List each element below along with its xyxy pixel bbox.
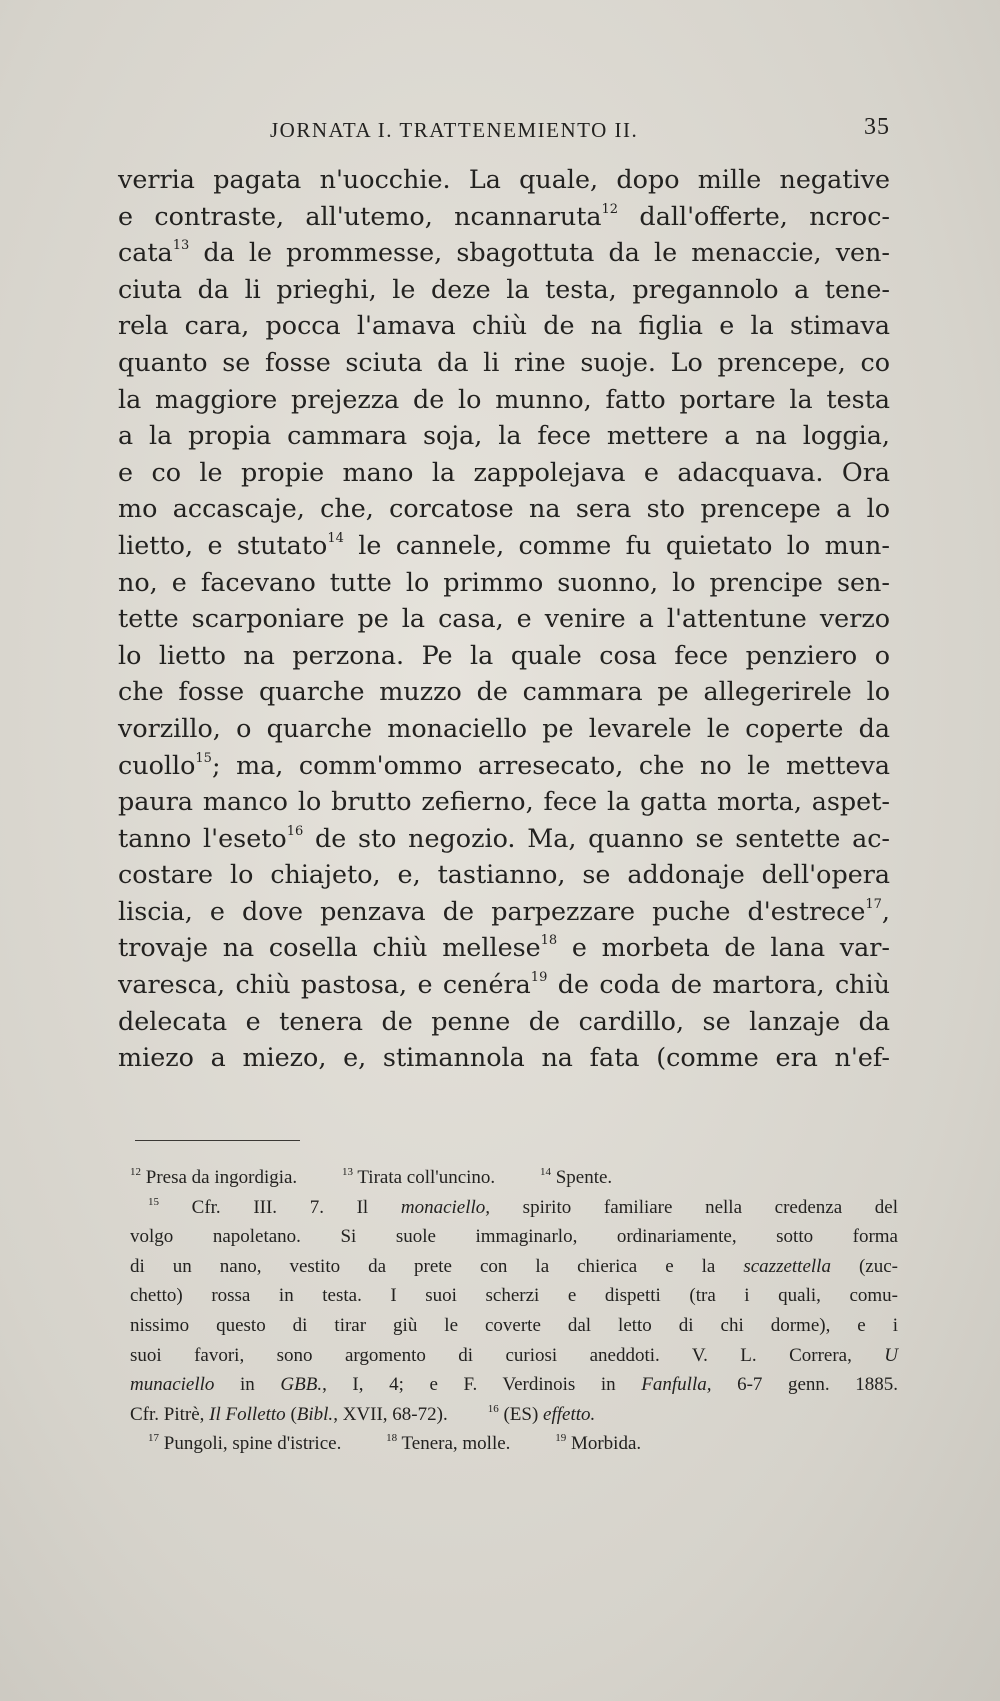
footnote-line: chetto) rossa in testa. I suoi scherzi e dispetti (tra i quali, comu- [130, 1285, 898, 1307]
text-line: e contraste, all'utemo, ncannaruta$^{12}$ dall'offerte, ncroc- [118, 200, 890, 231]
text-line: delecata e tenera de penne de cardillo, se lanzaje da [118, 1005, 890, 1036]
footnote-number: 17 [148, 1432, 159, 1445]
footnote-ref[interactable]: 12 [601, 201, 619, 217]
footnote-ref[interactable]: 17 [865, 896, 882, 912]
text-line: miezo a miezo, e, stimannola na fata (comme era n'ef- [118, 1042, 890, 1073]
footnotes [130, 1163, 898, 1459]
footnote-number: 18 [386, 1432, 398, 1445]
text-line: lo lietto na perzona. Pe la quale cosa fece penziero o [118, 639, 890, 670]
footnote-line: volgo napoletano. Si suole immaginarlo, ordinariamente, sotto forma [130, 1226, 898, 1248]
text-line: trovaje na cosella chiù mellese$^{18}$ e morbeta de lana var- [118, 932, 890, 963]
main-text [118, 161, 890, 1076]
footnote-ref[interactable]: 15 [195, 750, 212, 766]
footnote-divider [135, 1140, 300, 1141]
footnote-number: 13 [341, 1166, 353, 1178]
text-line: cuollo$^{15}$; ma, comm'ommo arresecato, che no le metteva [118, 749, 890, 780]
footnote-text: Spente. [555, 1167, 613, 1188]
text-line: e co le propie mano la zappolejava e adacquava. Ora [118, 456, 890, 487]
page-number: 35 [864, 114, 890, 140]
text-line: a la propia cammara soja, la fece mettere a na loggia, [118, 420, 890, 451]
footnote-text: Pungoli, spine d'istrice. [163, 1433, 342, 1455]
footnote-line: munaciello in GBB., I, 4; e F. Verdinois in Fanfulla, 6-7 genn. 1885. [130, 1374, 898, 1396]
text-line: verria pagata n'uocchie. La quale, dopo mille negative [118, 164, 890, 194]
footnote-text: Presa da ingordigia. [145, 1167, 298, 1188]
footnote-number: 15 [148, 1195, 159, 1208]
footnote-text: Tenera, molle. [401, 1433, 511, 1455]
text-line: paura manco lo brutto zefierno, fece la gatta morta, aspet- [118, 786, 890, 817]
footnote-line: $^{15}$ Cfr. III. 7. Il monaciello, spirito familiare nella credenza del [148, 1195, 898, 1218]
text-line: la maggiore prejezza de lo munno, fatto portare la testa [118, 383, 890, 414]
text-line: tanno l'eseto$^{16}$ de sto negozio. Ma, quanno se sentette ac- [118, 822, 891, 853]
text-line: no, e facevano tutte lo primmo suonno, lo prencipe sen- [118, 566, 890, 597]
footnote-ref[interactable]: 16 [286, 823, 304, 839]
text-line: che fosse quarche muzzo de cammara pe allegerirele lo [118, 676, 890, 707]
text-line: liscia, e dove penzava de parpezzare puche d'estrece$^{17}$, [118, 895, 890, 926]
text-line: tette scarponiare pe la casa, e venire a l'attentune verzo [118, 603, 890, 634]
text-line: varesca, chiù pastosa, e cenéra$^{19}$ de coda de martora, chiù [118, 969, 890, 1000]
footnote-text: Tirata coll'uncino. [357, 1167, 496, 1188]
footnote-line [130, 1429, 898, 1459]
footnote-number: 19 [555, 1432, 567, 1445]
text-line: costare lo chiajeto, e, tastianno, se addonaje dell'opera [118, 859, 890, 890]
footnote-ref[interactable]: 19 [530, 970, 548, 986]
text-line: cata$^{13}$ da le prommesse, sbagottuta da le menaccie, ven- [118, 237, 890, 268]
footnote-ref[interactable]: 14 [327, 530, 344, 546]
footnote-text: Morbida. [570, 1433, 642, 1455]
footnote-ref[interactable]: 13 [172, 238, 190, 254]
footnote-line: Cfr. Pitrè, Il Folletto (Bibl., XVII, 68-72). $^{16}$ (ES) effetto. [130, 1402, 596, 1425]
footnote-ref[interactable]: 18 [540, 933, 558, 949]
footnote-line: suoi favori, sono argomento di curiosi aneddoti. V. L. Correra, U [130, 1344, 898, 1366]
footnote-line: nissimo questo di tirar giù le coverte dal letto di chi dorme), e i [130, 1314, 898, 1336]
footnote-number: 14 [539, 1166, 551, 1178]
text-line: vorzillo, o quarche monaciello pe levarele le coperte da [118, 712, 890, 743]
text-line: rela cara, pocca l'amava chiù de na figlia e la stimava [118, 310, 890, 341]
text-line: lietto, e stutato$^{14}$ le cannele, comme fu quietato lo mun- [118, 529, 890, 560]
running-title: JORNATA I. TRATTENEMIENTO II. [270, 118, 639, 142]
footnote-number: 16 [487, 1402, 499, 1415]
footnote-number: 12 [130, 1166, 141, 1178]
text-line: mo accascaje, che, corcatose na sera sto prencepe a lo [118, 493, 890, 524]
footnote-line: di un nano, vestito da prete con la chierica e la scazzettella (zuc- [130, 1255, 898, 1277]
footnote-line [130, 1163, 898, 1193]
text-line: quanto se fosse sciuta da li rine suoje. Lo prencepe, co [118, 346, 890, 377]
text-line: ciuta da li prieghi, le deze la testa, pregannolo a tene- [118, 273, 890, 304]
